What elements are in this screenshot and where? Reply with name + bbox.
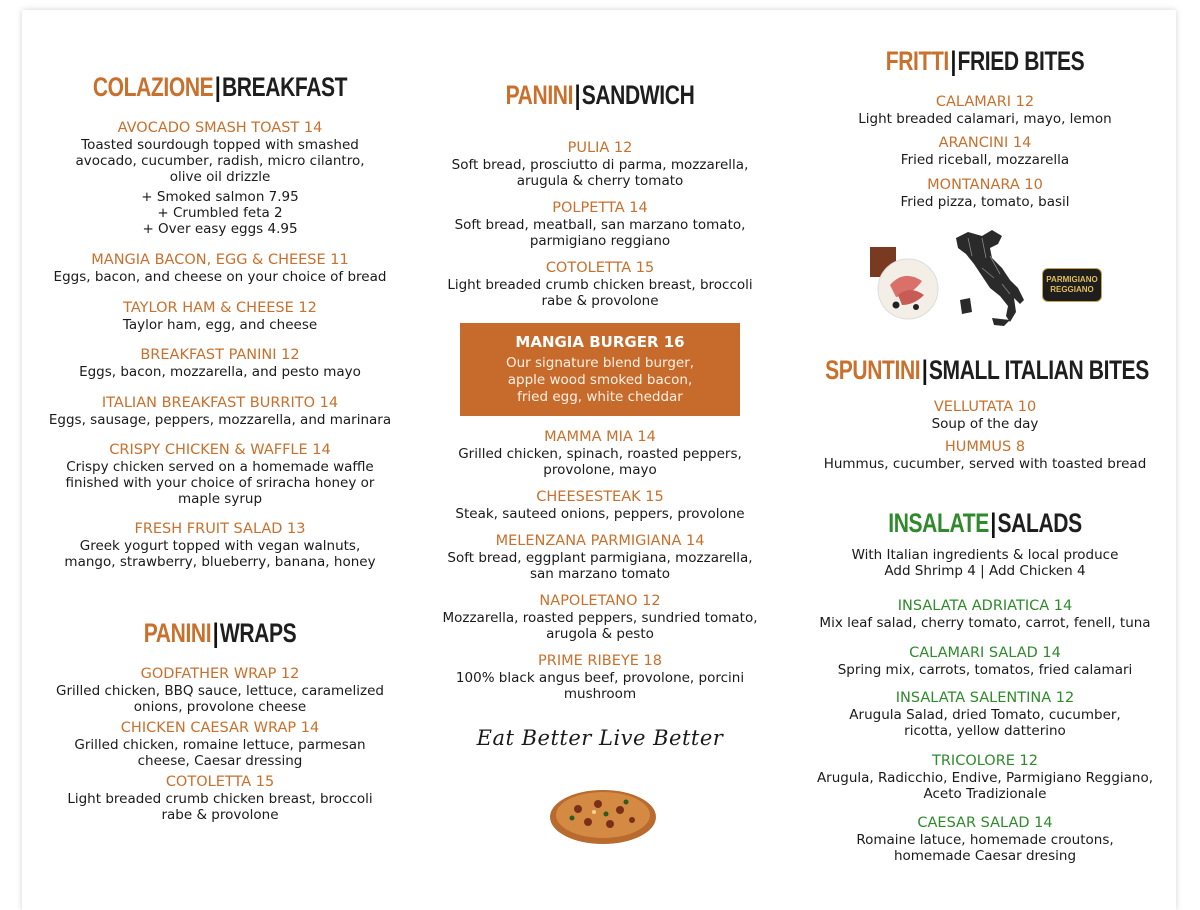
menu-item: [40, 666, 400, 715]
menu-item: [800, 690, 1170, 739]
item-name: CALAMARI 12: [935, 94, 1035, 110]
menu-item: [40, 720, 400, 769]
item-name: AVOCADO SMASH TOAST 14: [117, 120, 323, 136]
item-description: Grilled chicken, BBQ sauce, lettuce, caramelized onions, provolone cheese: [56, 683, 384, 715]
menu-item: [800, 753, 1170, 802]
salads-intro: [800, 547, 1170, 579]
item-description: Arugula, Radicchio, Endive, Parmigiano Reggiano, Aceto Tradizionale: [816, 770, 1154, 802]
sandwich-title-english: SANDWICH: [581, 80, 695, 110]
addon-crumbled-feta: + Crumbled feta 2: [157, 205, 283, 221]
menu-item: [40, 120, 400, 185]
menu-item: [420, 140, 780, 189]
salads-intro-line-2: Add Shrimp 4 | Add Chicken 4: [884, 563, 1086, 579]
featured-item-name: MANGIA BURGER 16: [515, 333, 685, 351]
salads-title-italian: INSALATE: [888, 508, 989, 538]
badge-line-2: REGGIANO: [1050, 285, 1094, 294]
parmigiano-reggiano-badge: [1042, 268, 1102, 302]
small-bites-title-italian: SPUNTINI: [825, 355, 921, 385]
menu-item: [420, 200, 780, 249]
item-description: Fried pizza, tomato, basil: [900, 194, 1070, 210]
small-bites-heading: [825, 354, 1149, 386]
salads-title-english: SALADS: [997, 508, 1082, 538]
menu-item: [800, 399, 1170, 432]
heading-divider: |: [990, 508, 996, 538]
featured-item-description: Our signature blend burger, apple wood smoked bacon, fried egg, white cheddar: [505, 355, 695, 405]
item-name: MAMMA MIA 14: [544, 429, 656, 445]
item-name: TRICOLORE 12: [931, 753, 1039, 769]
item-description: Arugula Salad, dried Tomato, cucumber, ricotta, yellow datterino: [849, 707, 1121, 739]
item-description: Steak, sauteed onions, peppers, provolone: [455, 506, 745, 522]
salads-heading: [841, 507, 1130, 539]
addon-list: [40, 189, 400, 237]
menu-item: [420, 593, 780, 642]
fried-title-italian: FRITTI: [885, 46, 949, 76]
menu-item: [40, 395, 400, 428]
menu-item: [40, 347, 400, 380]
menu-item: [40, 521, 400, 570]
addon-over-easy-eggs: + Over easy eggs 4.95: [142, 221, 298, 237]
item-name: CALAMARI SALAD 14: [909, 645, 1061, 661]
item-name: POLPETTA 14: [552, 200, 648, 216]
menu-item: [800, 177, 1170, 210]
menu-item: [800, 439, 1170, 472]
menu-item: [800, 135, 1170, 168]
item-description: Hummus, cucumber, served with toasted bread: [823, 456, 1147, 472]
item-description: Light breaded crumb chicken breast, broccoli rabe & provolone: [67, 791, 373, 823]
item-description: Eggs, sausage, peppers, mozzarella, and marinara: [48, 412, 392, 428]
item-name: CRISPY CHICKEN & WAFFLE 14: [109, 442, 331, 458]
menu-item: [420, 533, 780, 582]
item-description: Eggs, bacon, and cheese on your choice of bread: [53, 269, 387, 285]
item-name: FRESH FRUIT SALAD 13: [134, 521, 306, 537]
menu-item: [420, 429, 780, 478]
heading-divider: |: [950, 46, 956, 76]
item-name: ARANCINI 14: [938, 135, 1032, 151]
item-description: 100% black angus beef, provolone, porcini mushroom: [455, 670, 745, 702]
item-name: ITALIAN BREAKFAST BURRITO 14: [101, 395, 339, 411]
item-name: INSALATA ADRIATICA 14: [897, 598, 1073, 614]
item-name: INSALATA SALENTINA 12: [895, 690, 1075, 706]
item-name: CHEESESTEAK 15: [536, 489, 664, 505]
item-name: VELLUTATA 10: [933, 399, 1037, 415]
item-description: Crispy chicken served on a homemade waffle finished with your choice of sriracha honey or maple syrup: [65, 459, 375, 507]
item-name: CAESAR SALAD 14: [917, 815, 1053, 831]
menu-item: [800, 94, 1170, 127]
item-description: Soft bread, prosciutto di parma, mozzarella, arugula & cherry tomato: [451, 157, 749, 189]
fried-heading: [841, 45, 1130, 77]
prosciutto-plate-image: [868, 245, 942, 321]
item-name: NAPOLETANO 12: [539, 593, 661, 609]
item-description: Light breaded calamari, mayo, lemon: [858, 111, 1112, 127]
item-name: CHICKEN CAESAR WRAP 14: [120, 720, 320, 736]
item-description: Light breaded crumb chicken breast, broccoli rabe & provolone: [447, 277, 753, 309]
small-bites-title-english: SMALL ITALIAN BITES: [928, 355, 1149, 385]
item-name: BREAKFAST PANINI 12: [140, 347, 300, 363]
heading-divider: |: [574, 80, 581, 110]
item-description: Soft bread, meatball, san marzano tomato, parmigiano reggiano: [454, 217, 746, 249]
menu-item: [40, 774, 400, 823]
item-description: Grilled chicken, romaine lettuce, parmesan cheese, Caesar dressing: [74, 737, 366, 769]
heading-divider: |: [212, 618, 219, 648]
item-name: COTOLETTA 15: [165, 774, 275, 790]
heading-divider: |: [214, 72, 221, 102]
menu-item: [800, 645, 1170, 678]
breakfast-title-english: BREAKFAST: [221, 72, 348, 102]
item-description: Greek yogurt topped with vegan walnuts, mango, strawberry, blueberry, banana, honey: [64, 538, 376, 570]
item-description: Spring mix, carrots, tomatos, fried calamari: [837, 662, 1133, 678]
item-name: GODFATHER WRAP 12: [140, 666, 300, 682]
italy-map-image: [952, 228, 1028, 328]
item-description: Mix leaf salad, cherry tomato, carrot, fenell, tuna: [819, 615, 1151, 631]
menu-item: [800, 598, 1170, 631]
item-description: Mozzarella, roasted peppers, sundried tomato, arugola & pesto: [442, 610, 758, 642]
addon-smoked-salmon: + Smoked salmon 7.95: [141, 189, 299, 205]
badge-line-1: PARMIGIANO: [1046, 275, 1098, 284]
menu-item: [40, 252, 400, 285]
item-name: HUMMUS 8: [944, 439, 1026, 455]
item-description: Taylor ham, egg, and cheese: [122, 317, 318, 333]
menu-item: [40, 300, 400, 333]
item-description: Toasted sourdough topped with smashed avocado, cucumber, radish, micro cilantro, olive oil drizzle: [75, 137, 365, 185]
menu-item: [420, 653, 780, 702]
breakfast-heading: [80, 71, 361, 103]
item-description: Fried riceball, mozzarella: [900, 152, 1070, 168]
item-name: COTOLETTA 15: [545, 260, 655, 276]
wraps-title-italian: PANINI: [143, 618, 212, 648]
item-description: Eggs, bacon, mozzarella, and pesto mayo: [79, 364, 361, 380]
breakfast-title-italian: COLAZIONE: [92, 72, 214, 102]
item-name: MANGIA BACON, EGG & CHEESE 11: [91, 252, 349, 268]
sandwich-title-italian: PANINI: [505, 80, 574, 110]
item-name: MONTANARA 10: [927, 177, 1043, 193]
item-name: PULIA 12: [567, 140, 633, 156]
wraps-heading: [80, 617, 361, 649]
salads-intro-line-1: With Italian ingredients & local produce: [851, 547, 1119, 563]
right-column: [800, 0, 1170, 900]
wraps-title-english: WRAPS: [219, 618, 297, 648]
item-name: TAYLOR HAM & CHEESE 12: [123, 300, 317, 316]
item-description: Soup of the day: [931, 416, 1039, 432]
menu-item: [420, 260, 780, 309]
item-description: Soft bread, eggplant parmigiana, mozzarella, san marzano tomato: [447, 550, 753, 582]
menu-item: [420, 489, 780, 522]
breakfast-column: [40, 0, 400, 900]
menu-item: [40, 442, 400, 507]
menu-item: [800, 815, 1170, 864]
fried-title-english: FRIED BITES: [957, 46, 1085, 76]
item-name: MELENZANA PARMIGIANA 14: [495, 533, 705, 549]
pizza-image: [548, 784, 658, 846]
item-description: Romaine latuce, homemade croutons, homemade Caesar dresing: [856, 832, 1114, 864]
item-name: PRIME RIBEYE 18: [538, 653, 662, 669]
item-description: Grilled chicken, spinach, roasted peppers, provolone, mayo: [458, 446, 742, 478]
heading-divider: |: [921, 355, 928, 385]
featured-burger-box: [460, 323, 740, 416]
sandwich-column: [420, 0, 780, 900]
tagline: Eat Better Live Better: [476, 726, 724, 750]
sandwich-heading: [460, 79, 741, 111]
